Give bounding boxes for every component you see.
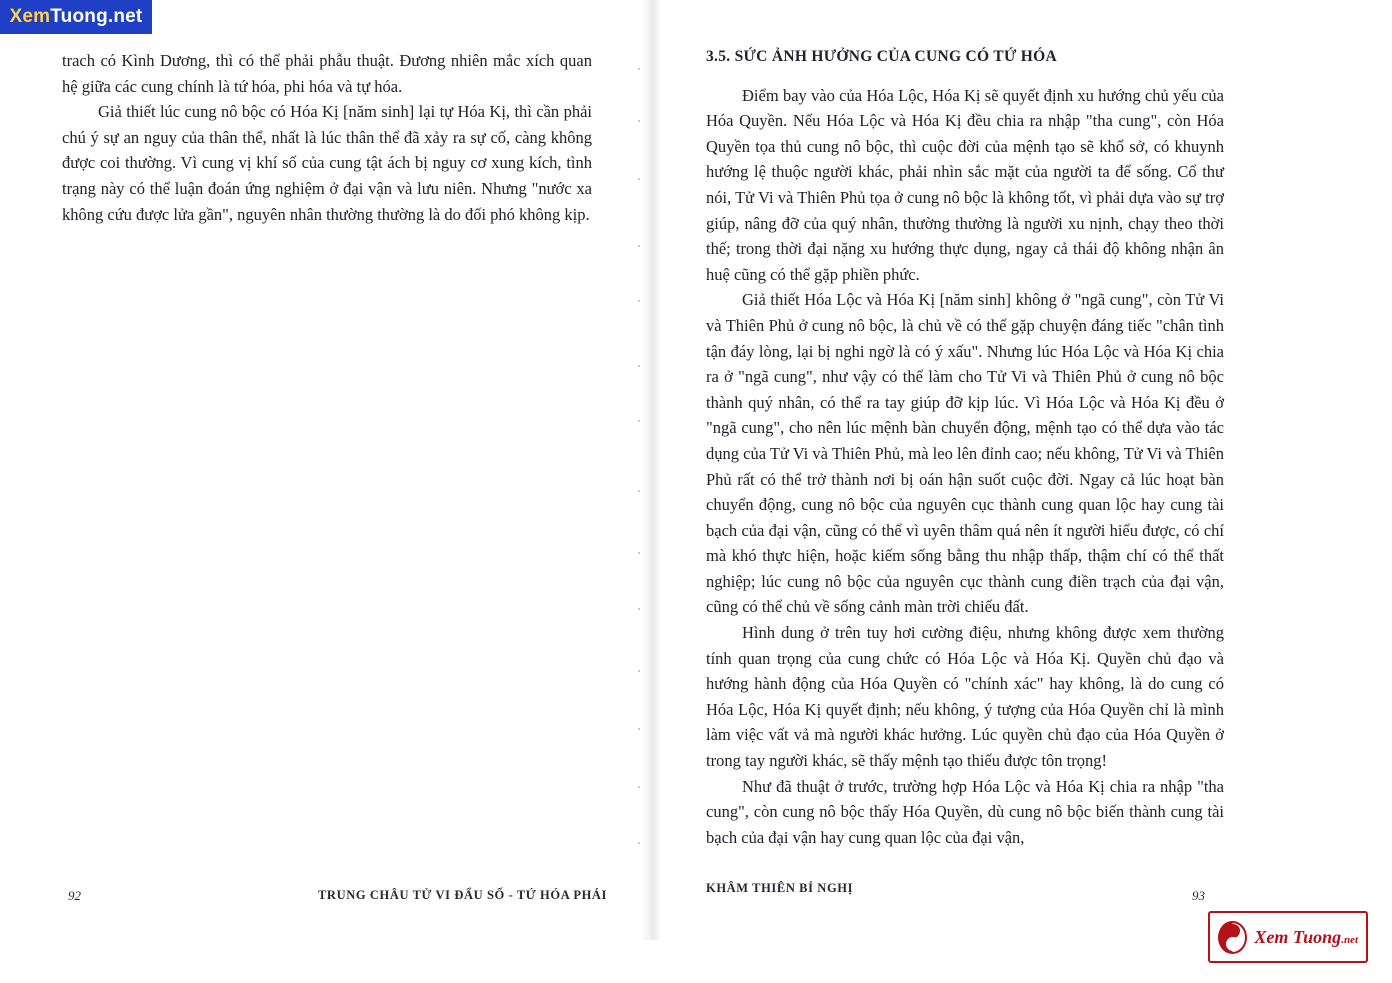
- yin-yang-icon: [1218, 921, 1247, 954]
- logo-domain: .net: [1341, 934, 1358, 946]
- watermark-text: [10, 6, 143, 28]
- page-number-right: 93: [1192, 888, 1205, 903]
- paragraph: Giả thiết lúc cung nô bộc có Hóa Kị [năm sinh] lại tự Hóa Kị, thì cần phải chú ý sự an nguy của thân thể, nhất là lúc thân thể đã xảy ra sự cố, càng không được coi thường. Vì cung vị khí số của cung tật ách bị nguy cơ xung kích, tình trạng này có thể luận đoán ứng nghiệm ở đại vận và lưu niên. Nhưng "nước xa không cứu được lửa gần", nguyên nhân thường thường là do đối phó không kịp.: [62, 102, 592, 224]
- paragraph: Điểm bay vào của Hóa Lộc, Hóa Kị sẽ quyết định xu hướng chủ yếu của Hóa Quyền. Nếu Hóa Lộc và Hóa Kị đều chia ra nhập "tha cung", còn Hóa Quyền tọa thủ cung nô bộc, thì cuộc đời của mệnh tạo sẽ khổ sở, có khuynh hướng lệ thuộc người khác, phải nhìn sắc mặt của người ta để sống. Cổ thư nói, Tử Vi và Thiên Phủ tọa ở cung nô bộc là không tốt, vì phải dựa vào sự trợ giúp, nâng đỡ của quý nhân, thường thường là người xu nịnh, chạy theo thời thế; trong thời đại nặng xu hướng thực dụng, ngay cả thái độ không nhận ân huệ cũng có thể gặp phiền phức.: [706, 85, 1224, 284]
- page-number-left: 92: [68, 888, 81, 903]
- right-page-text-column: [706, 48, 1224, 850]
- logo-name: Xem Tuong: [1254, 927, 1342, 947]
- running-head-right: KHÂM THIÊN BỈ NGHỊ: [706, 881, 854, 895]
- paragraph: Như đã thuật ở trước, trường hợp Hóa Lộc và Hóa Kị chia ra nhập "tha cung", còn cung nô bộc thấy Hóa Quyền, dù cung nô bộc biến thành cung tài bạch của đại vận hay cung quan lộc của đại vận,: [706, 776, 1224, 847]
- paragraph: Giả thiết Hóa Lộc và Hóa Kị [năm sinh] không ở "ngã cung", còn Tử Vi và Thiên Phủ ở cung nô bộc, là chủ về có thể gặp chuyện đáng tiếc "chân tình tận đáy lòng, lại bị nghi ngờ là có ý xấu". Nhưng lúc Hóa Lộc và Hóa Kị chia ra ở "ngã cung", như vậy có thể làm cho Tử Vi và Thiên Phủ ở cung nô bộc thành quý nhân, có thể ra tay giúp đỡ kịp lúc. Vì Hóa Lộc và Hóa Kị đều ở "ngã cung", cho nên lúc mệnh bàn chuyển động, mệnh tạo có thể dựa vào tác dụng của Tử Vi và Thiên Phủ, mà leo lên đỉnh cao; nếu không, Tử Vi và Thiên Phủ rất có thể trở thành nơi bị oán hận suốt cuộc đời. Ngay cả lúc hoạt bàn chuyển động, cung nô bộc của nguyên cục thành cung quan lộc hay cung tài bạch của đại vận, cũng có thể vì uyên thâm quá nên ít người hiểu được, có chí mà khó thực hiện, hoặc kiếm sống bằng thu nhập thấp, thậm chí có thể thất nghiệp; lúc cung nô bộc của nguyên cục thành cung điền trạch của đại vận, cũng có thể chủ về sống cảnh màn trời chiếu đất.: [706, 290, 1224, 617]
- running-head-left: TRUNG CHÂU TỬ VI ĐẨU SỐ - TỨ HÓA PHÁI: [318, 888, 608, 902]
- site-logo: [1208, 911, 1368, 963]
- watermark-suffix: Tuong.net: [50, 6, 143, 27]
- paragraph: Hình dung ở trên tuy hơi cường điệu, nhưng không được xem thường tính quan trọng của cung chức có Hóa Lộc và Hóa Kị. Quyền chủ đạo và hướng hành động của Hóa Quyền có "chính xác" hay không, là do cung có Hóa Lộc, Hóa Kị quyết định; nếu không, ý tượng của Hóa Quyền chỉ là mình làm việc vất vả mà người khác hưởng. Lúc quyền chủ đạo của Hóa Quyền ở trong tay người khác, sẽ thấy mệnh tạo thiếu được tôn trọng!: [706, 623, 1224, 771]
- logo-text: [1254, 928, 1358, 946]
- left-page-text-column: [62, 48, 592, 227]
- gutter-speckles: [636, 60, 642, 860]
- book-gutter-shadow: [640, 0, 662, 940]
- paragraph: trach có Kình Dương, thì có thể phải phẫu thuật. Đương nhiên mắc xích quan hệ giữa các cung chính là tứ hóa, phi hóa và tự hóa.: [62, 51, 592, 96]
- site-watermark-banner: [0, 0, 152, 34]
- section-heading: 3.5. SỨC ẢNH HƯỞNG CỦA CUNG CÓ TỨ HÓA: [706, 48, 1057, 65]
- watermark-prefix: Xem: [9, 6, 51, 27]
